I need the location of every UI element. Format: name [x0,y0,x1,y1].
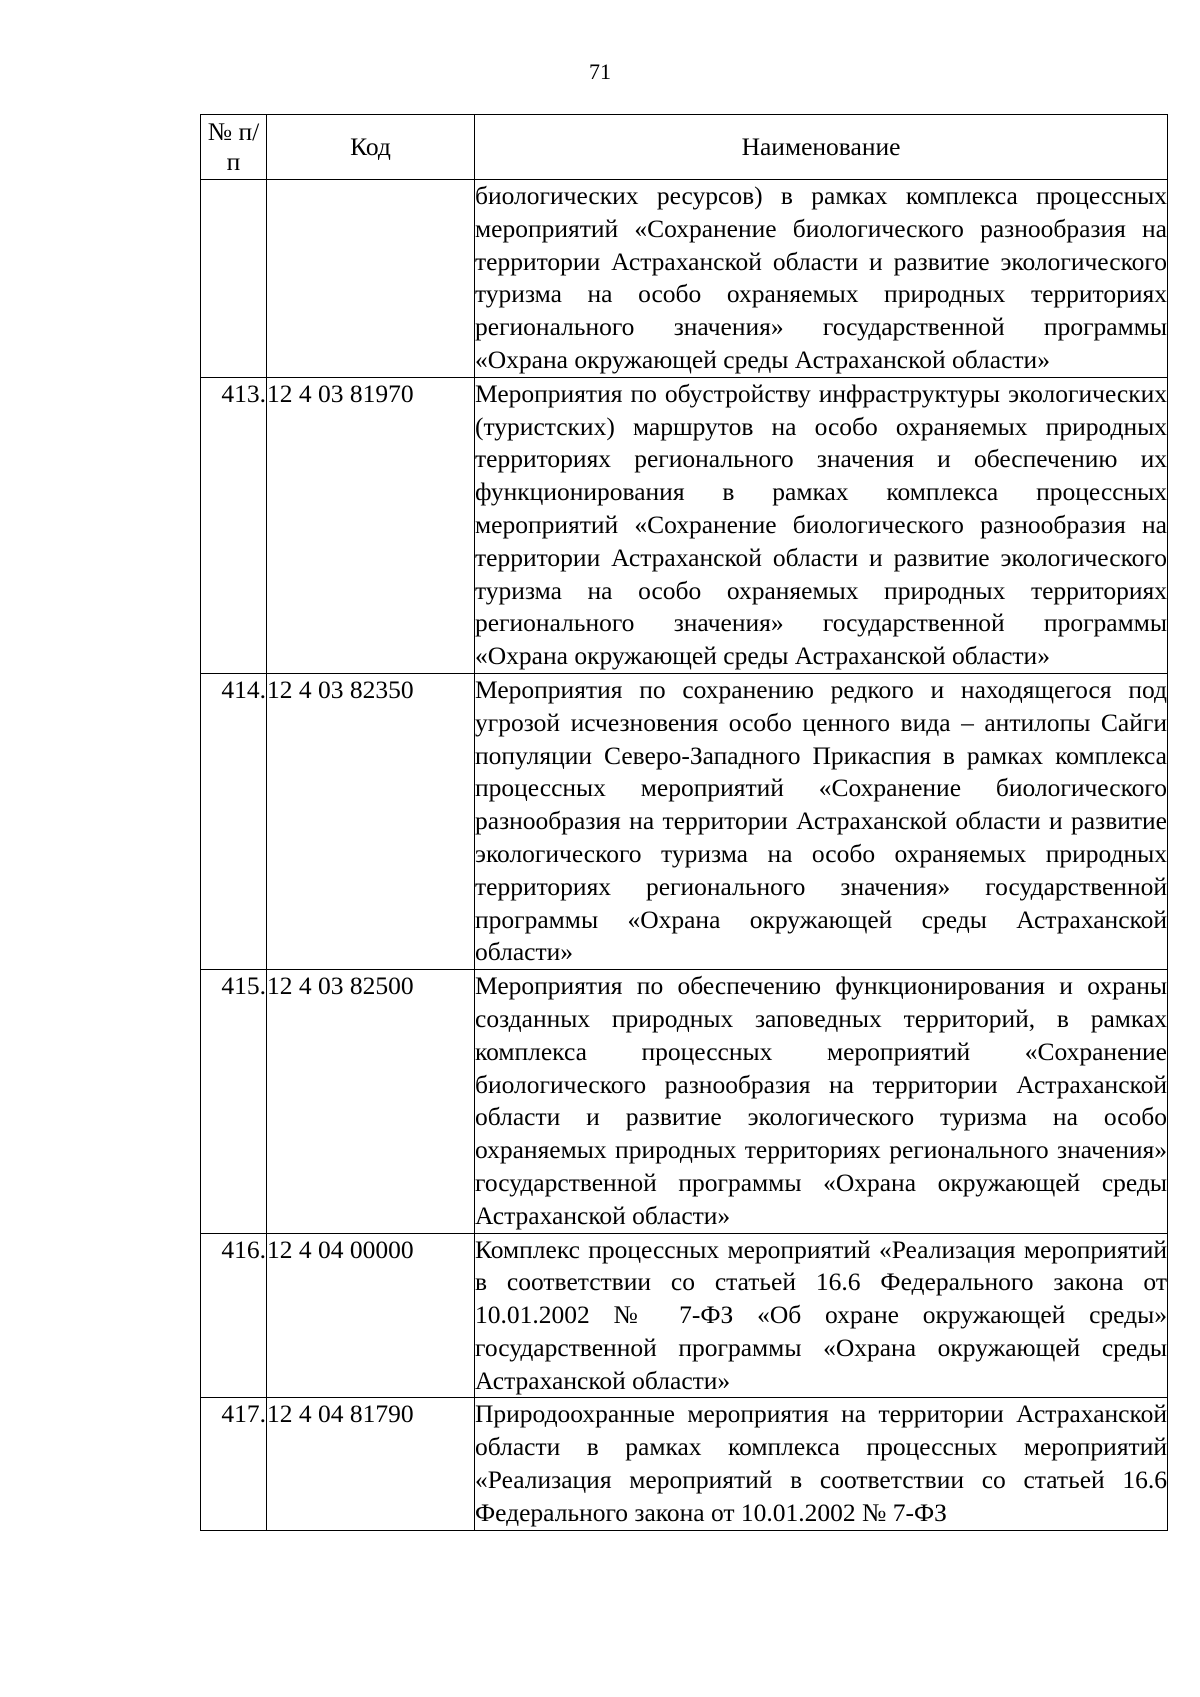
row-number: 413. [201,377,267,673]
row-name: биологических ресурсов) в рамках комплекса процессных мероприятий «Сохранение биологического разнообразия на территории Астраханской области и развитие экологического туризма на особо охраняемых природных территориях регионального значения» государственной программы «Охрана окружающей среды Астраханской области» [475,180,1168,378]
table-row [201,1233,1168,1398]
row-code: 12 4 04 00000 [267,1233,475,1398]
row-number: 417. [201,1398,267,1530]
row-code: 12 4 04 81790 [267,1398,475,1530]
row-number [201,180,267,378]
header-name: Наименование [475,115,1168,180]
row-code: 12 4 03 82350 [267,673,475,969]
budget-classification-table [200,114,1168,1531]
table-row [201,970,1168,1233]
table-row [201,377,1168,673]
row-number: 414. [201,673,267,969]
table-row [201,180,1168,378]
row-number: 415. [201,970,267,1233]
page-number: 71 [589,59,611,84]
row-code: 12 4 03 82500 [267,970,475,1233]
row-code: 12 4 03 81970 [267,377,475,673]
row-name: Комплекс процессных мероприятий «Реализация мероприятий в соответствии со статьей 16.6 Федерального закона от 10.01.2002 № 7-ФЗ «Об охране окружающей среды» государственной программы «Охрана окружающей среды Астраханской области» [475,1233,1168,1398]
row-name: Мероприятия по обустройству инфраструктуры экологических (туристских) маршрутов на особо охраняемых природных территориях регионального значения и обеспечению их функционирования в рамках комплекса процессных мероприятий «Сохранение биологического разнообразия на территории Астраханской области и развитие экологического туризма на особо охраняемых природных территориях регионального значения» государственной программы «Охрана окружающей среды Астраханской области» [475,377,1168,673]
table-row [201,673,1168,969]
row-name: Мероприятия по обеспечению функционирования и охраны созданных природных заповедных территорий, в рамках комплекса процессных мероприятий «Сохранение биологического разнообразия на территории Астраханской области и развитие экологического туризма на особо охраняемых природных территориях регионального значения» государственной программы «Охрана окружающей среды Астраханской области» [475,970,1168,1233]
table-header-row [201,115,1168,180]
row-code [267,180,475,378]
row-name: Природоохранные мероприятия на территории Астраханской области в рамках комплекса процессных мероприятий «Реализация мероприятий в соответствии со статьей 16.6 Федерального закона от 10.01.2002 № 7-ФЗ [475,1398,1168,1530]
header-code: Код [267,115,475,180]
row-name: Мероприятия по сохранению редкого и находящегося под угрозой исчезновения особо ценного вида – антилопы Сайги популяции Северо-Западного Прикаспия в рамках комплекса процессных мероприятий «Сохранение биологического разнообразия на территории Астраханской области и развитие экологического туризма на особо охраняемых природных территориях регионального значения» государственной программы «Охрана окружающей среды Астраханской области» [475,673,1168,969]
row-number: 416. [201,1233,267,1398]
table-row [201,1398,1168,1530]
header-num: № п/п [201,115,267,180]
